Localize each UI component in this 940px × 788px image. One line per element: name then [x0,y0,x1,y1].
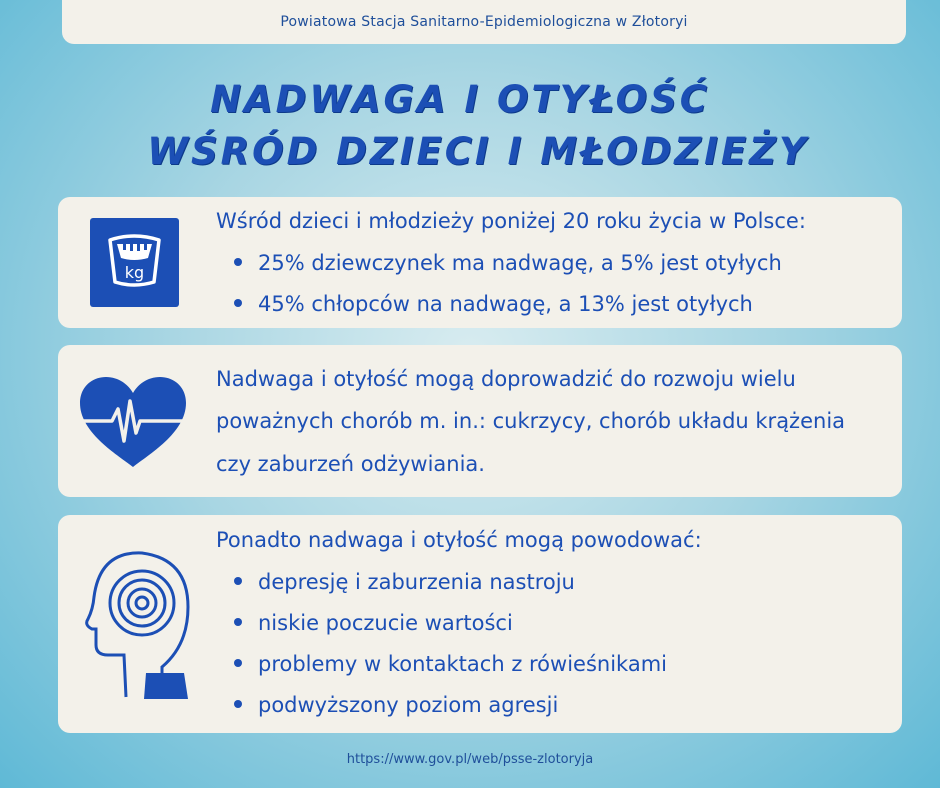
footer-url[interactable]: https://www.gov.pl/web/psse-zlotoryja [346,752,594,767]
list-item: depresję i zaburzenia nastroju [234,570,575,594]
organization-name: Powiatowa Stacja Sanitarno-Epidemiologiczna w Złotoryi [280,14,688,30]
statistics-card [58,197,902,328]
heart-pulse-icon [78,375,188,469]
list-item: podwyższony poziom agresji [234,693,558,717]
header-banner [62,0,906,44]
scale-kg-icon [90,218,179,307]
page-title-line1: NADWAGA I OTYŁOŚĆ [210,78,710,121]
diseases-card [58,345,902,497]
card2-line3: czy zaburzeń odżywiania. [216,452,485,476]
list-item: 45% chłopców na nadwagę, a 13% jest otyłych [234,292,753,316]
list-item: problemy w kontaktach z rówieśnikami [234,652,667,676]
card1-intro: Wśród dzieci i młodzieży poniżej 20 roku życia w Polsce: [216,209,806,233]
card2-line2: poważnych chorób m. in.: cukrzycy, chorób układu krążenia [216,409,846,433]
card2-line1: Nadwaga i otyłość mogą doprowadzić do rozwoju wielu [216,367,796,391]
mental-health-card [58,515,902,733]
list-item: niskie poczucie wartości [234,611,513,635]
svg-text:kg: kg [124,263,145,282]
head-spiral-icon [84,545,194,700]
card3-intro: Ponadto nadwaga i otyłość mogą powodować: [216,528,702,552]
list-item: 25% dziewczynek ma nadwagę, a 5% jest otyłych [234,251,782,275]
page-title-line2: WŚRÓD DZIECI I MŁODZIEŻY [147,130,809,173]
